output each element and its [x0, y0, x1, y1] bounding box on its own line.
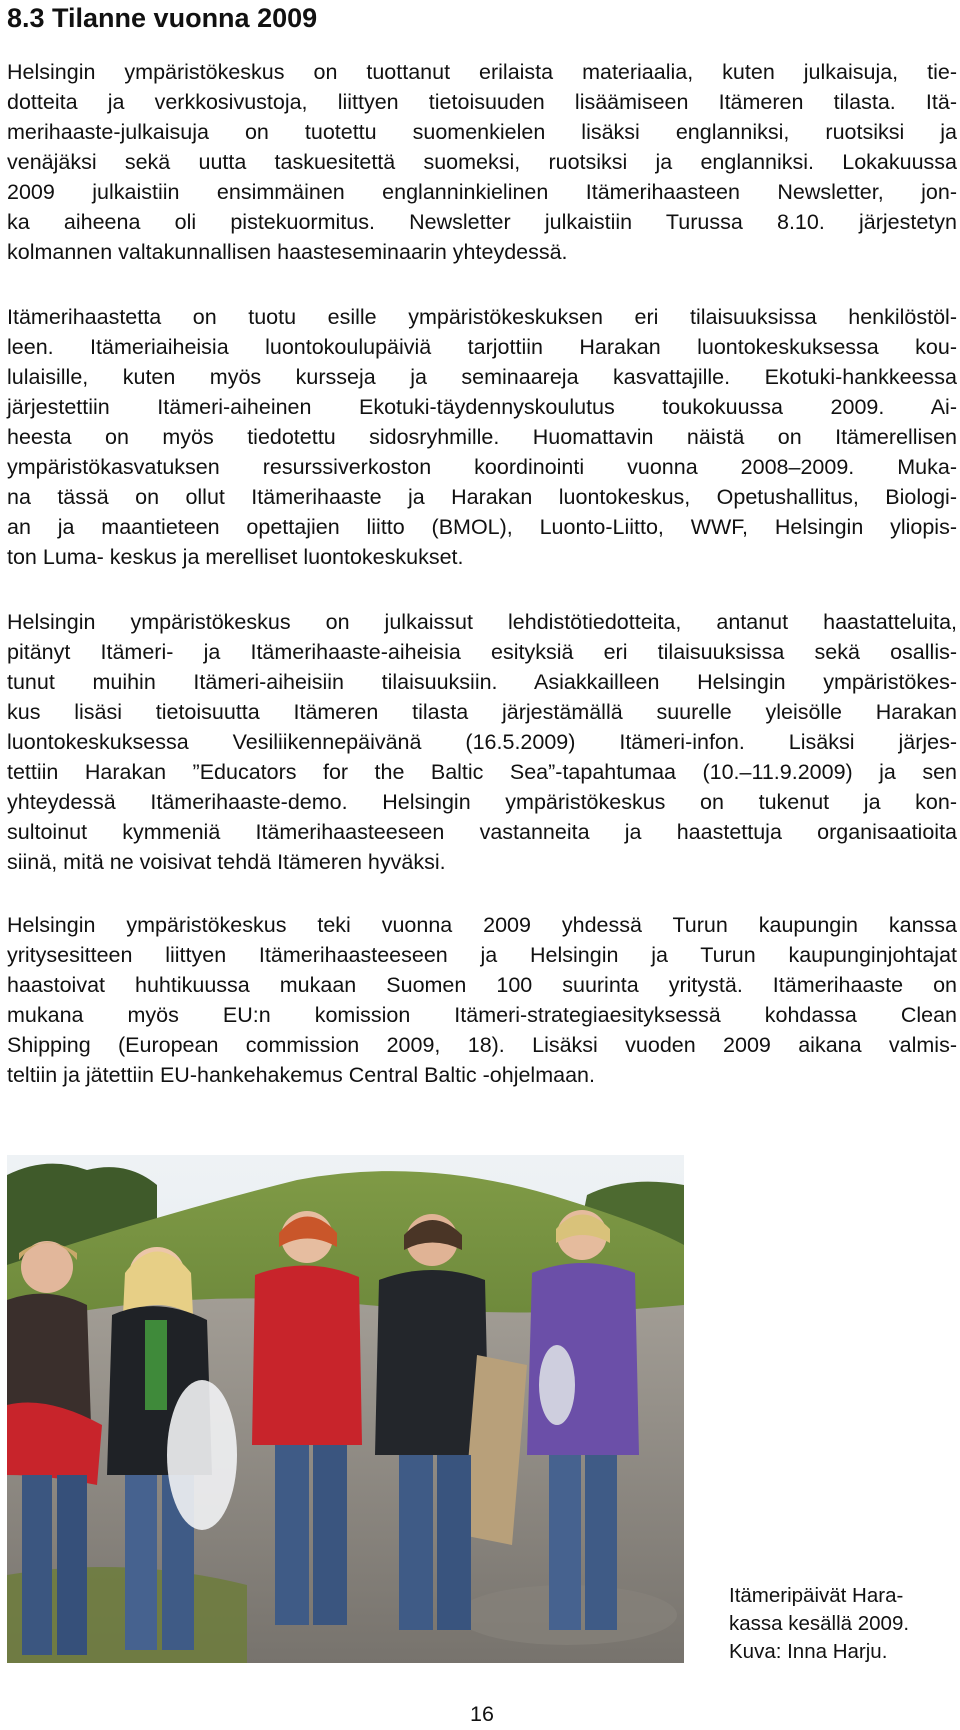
text-line: järjestettiin Itämeri-aiheinen Ekotuki-täydennyskoulutus toukokuussa 2009. Ai- — [7, 395, 957, 419]
text-line: lulaisille, kuten myös kursseja ja seminaareja kasvattajille. Ekotuki-hankkeessa — [7, 365, 957, 389]
photo-caption — [729, 1582, 957, 1666]
text-line: 2009 julkaistiin ensimmäinen englanninkielinen Itämerihaasteen Newsletter, jon- — [7, 180, 957, 204]
caption-line: Itämeripäivät Hara- — [729, 1584, 904, 1607]
text-line: tettiin Harakan ”Educators for the Baltic Sea”-tapahtumaa (10.–11.9.2009) ja sen — [7, 760, 957, 784]
text-line: na tässä on ollut Itämerihaaste ja Harakan luontokeskus, Opetushallitus, Biologi- — [7, 485, 957, 509]
text-line: Helsingin ympäristökeskus on tuottanut erilaista materiaalia, kuten julkaisuja, tie- — [7, 60, 957, 84]
group-photo — [7, 1155, 684, 1663]
text-line: Helsingin ympäristökeskus teki vuonna 2009 yhdessä Turun kaupungin kanssa — [7, 913, 957, 937]
caption-line: kassa kesällä 2009. — [729, 1612, 910, 1635]
text-line: sultoinut kymmeniä Itämerihaasteeseen vastanneita ja haastettuja organisaatioita — [7, 820, 957, 844]
text-line: siinä, mitä ne voisivat tehdä Itämeren hyväksi. — [7, 850, 446, 874]
text-line: dotteita ja verkkosivustoja, liittyen tietoisuuden lisäämiseen Itämeren tilasta. Itä- — [7, 90, 957, 114]
text-line: ka aiheena oli pistekuormitus. Newsletter julkaistiin Turussa 8.10. järjestetyn — [7, 210, 957, 234]
text-line: kolmannen valtakunnallisen haasteseminaarin yhteydessä. — [7, 240, 568, 264]
text-line: yhteydessä Itämerihaaste-demo. Helsingin ympäristökeskus on tukenut ja kon- — [7, 790, 957, 814]
text-line: leen. Itämeriaiheisia luontokoulupäiviä tarjottiin Harakan luontokeskuksessa kou- — [7, 335, 957, 359]
section-heading: 8.3 Tilanne vuonna 2009 — [7, 3, 318, 33]
paragraph-events — [7, 302, 957, 572]
text-line: luontokeskuksessa Vesiliikennepäivänä (16.5.2009) Itämeri-infon. Lisäksi järjes- — [7, 730, 957, 754]
page-number: 16 — [470, 1702, 494, 1726]
text-line: heesta on myös tiedotettu sidosryhmille. Huomattavin näistä on Itämerellisen — [7, 425, 957, 449]
photo-illustration — [7, 1155, 684, 1663]
text-line: merihaaste-julkaisuja on tuotettu suomenkielen lisäksi englanniksi, ruotsiksi ja — [7, 120, 957, 144]
text-line: venäjäksi sekä uutta taskuesitettä suomeksi, ruotsiksi ja englanniksi. Lokakuussa — [7, 150, 957, 174]
text-line: pitänyt Itämeri- ja Itämerihaaste-aiheisia esityksiä eri tilaisuuksissa sekä osallis- — [7, 640, 957, 664]
document-page — [7, 0, 957, 1730]
text-line: Itämerihaastetta on tuotu esille ympäristökeskuksen eri tilaisuuksissa henkilöstöl- — [7, 305, 957, 329]
text-line: kus lisäsi tietoisuutta Itämeren tilasta järjestämällä suurelle yleisölle Harakan — [7, 700, 957, 724]
text-line: mukana myös EU:n komission Itämeri-strategiaesityksessä kohdassa Clean — [7, 1003, 957, 1027]
text-line: an ja maantieteen opettajien liitto (BMOL), Luonto-Liitto, WWF, Helsingin yliopis- — [7, 515, 957, 539]
paragraph-companies — [7, 910, 957, 1090]
paragraph-materials — [7, 57, 957, 267]
text-line: Helsingin ympäristökeskus on julkaissut lehdistötiedotteita, antanut haastatteluita, — [7, 610, 957, 634]
text-line: ton Luma- keskus ja merelliset luontokeskukset. — [7, 545, 464, 569]
text-line: yritysesitteen liittyen Itämerihaasteeseen ja Helsingin ja Turun kaupunginjohtajat — [7, 943, 957, 967]
text-line: ympäristökasvatuksen resurssiverkoston koordinointi vuonna 2008–2009. Muka- — [7, 455, 957, 479]
caption-line: Kuva: Inna Harju. — [729, 1640, 888, 1663]
paragraph-press — [7, 607, 957, 877]
text-line: teltiin ja jätettiin EU-hankehakemus Central Baltic -ohjelmaan. — [7, 1063, 595, 1087]
text-line: Shipping (European commission 2009, 18). Lisäksi vuoden 2009 aikana valmis- — [7, 1033, 957, 1057]
text-line: haastoivat huhtikuussa mukaan Suomen 100 suurinta yritystä. Itämerihaaste on — [7, 973, 957, 997]
text-line: tunut muihin Itämeri-aiheisiin tilaisuuksiin. Asiakkailleen Helsingin ympäristökes- — [7, 670, 957, 694]
